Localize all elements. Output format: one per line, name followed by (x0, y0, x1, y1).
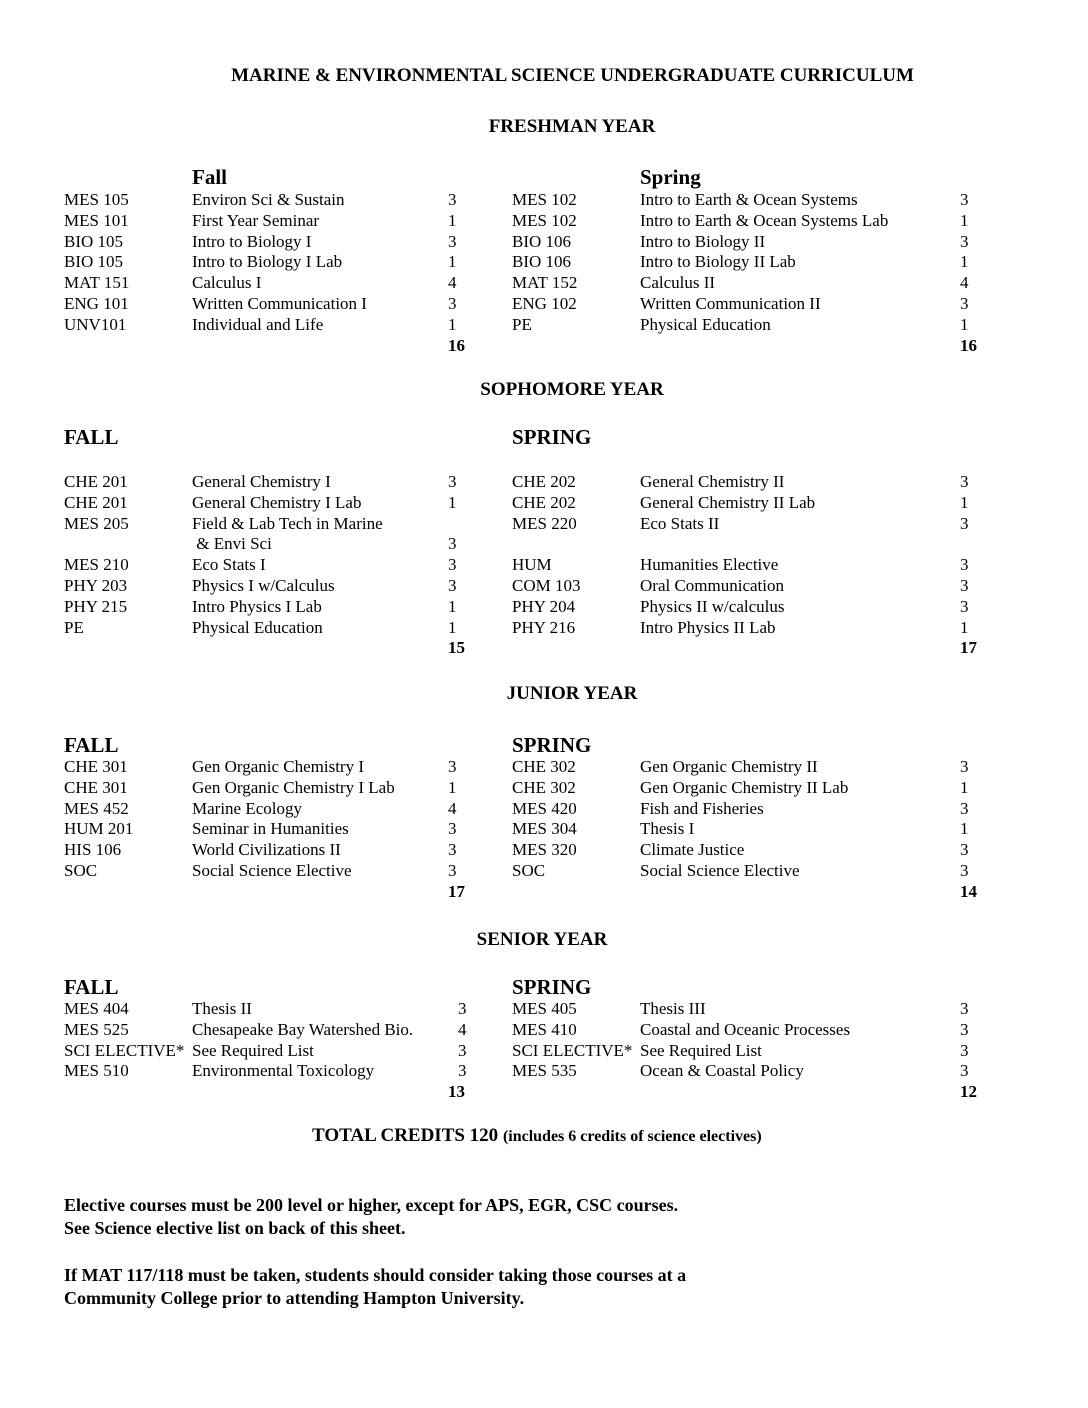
mat-note (64, 1264, 686, 1310)
course-credits: 1 (448, 596, 457, 616)
course-credits: 4 (458, 1019, 467, 1039)
course-code: PHY 203 (64, 576, 128, 595)
course-code: ENG 102 (512, 294, 577, 313)
note-line: See Science elective list on back of this sheet. (64, 1218, 406, 1238)
spring-term-heading: SPRING (512, 733, 592, 757)
course-title: Individual and Life (192, 314, 324, 334)
course-credits: 1 (448, 252, 457, 272)
page-title: MARINE & ENVIRONMENTAL SCIENCE UNDERGRADUATE CURRICULUM (231, 65, 914, 86)
course-code: MAT 151 (64, 273, 130, 293)
course-title: Thesis I (640, 819, 695, 839)
course-credits: 3 (448, 472, 457, 491)
year-heading: SENIOR YEAR (476, 929, 608, 950)
course-title: Intro to Biology I (192, 231, 312, 251)
course-credits: 3 (448, 555, 457, 575)
course-credits: 3 (960, 294, 969, 313)
course-code: BIO 105 (64, 231, 124, 251)
course-code: MES 410 (512, 1019, 577, 1039)
course-code: SCI ELECTIVE* (64, 1040, 185, 1060)
course-title: Environ Sci & Sustain (192, 190, 345, 209)
course-title: Written Communication II (640, 294, 821, 313)
course-code: MES 210 (64, 555, 129, 575)
note-line: Community College prior to attending Hampton University. (64, 1288, 525, 1308)
course-credits: 3 (448, 819, 457, 839)
course-title: Intro to Biology II Lab (640, 252, 796, 272)
course-title: Environmental Toxicology (192, 1061, 375, 1081)
course-credits: 3 (960, 861, 969, 880)
course-title: General Chemistry II Lab (640, 492, 816, 512)
spring-term-heading: SPRING (512, 425, 592, 449)
course-credits: 3 (960, 555, 969, 575)
course-code: CHE 301 (64, 757, 128, 776)
course-code: MES 535 (512, 1061, 577, 1081)
course-title: Intro Physics II Lab (640, 617, 776, 637)
course-credits: 1 (960, 777, 969, 797)
course-title: See Required List (640, 1040, 762, 1060)
course-credits: 3 (960, 999, 969, 1018)
year-heading: SOPHOMORE YEAR (480, 379, 664, 400)
course-credits: 1 (448, 617, 457, 637)
course-title: Gen Organic Chemistry I Lab (192, 777, 395, 797)
course-credits: 3 (448, 294, 457, 313)
course-title: Gen Organic Chemistry II (640, 757, 818, 776)
term-total-credits: 13 (448, 1082, 465, 1102)
course-code: CHE 302 (512, 777, 576, 797)
course-credits: 3 (448, 861, 457, 880)
total-credits-note: (includes 6 credits of science electives) (502, 1128, 762, 1145)
course-credits: 3 (960, 513, 969, 533)
course-code: MES 405 (512, 999, 577, 1018)
course-title: Seminar in Humanities (192, 819, 349, 839)
course-code: PHY 216 (512, 617, 576, 637)
term-total-credits: 16 (448, 335, 465, 355)
course-title: Gen Organic Chemistry II Lab (640, 777, 849, 797)
course-credits: 4 (960, 273, 969, 293)
course-code: MES 101 (64, 210, 129, 230)
course-code: BIO 106 (512, 252, 572, 272)
term-total-credits: 14 (960, 881, 977, 901)
course-title: General Chemistry I Lab (192, 492, 362, 512)
course-title: Calculus II (640, 273, 716, 293)
course-code: MES 420 (512, 798, 577, 818)
course-credits: 3 (448, 190, 457, 209)
course-code: PE (64, 617, 84, 637)
course-code: CHE 201 (64, 472, 128, 491)
course-code: PE (512, 314, 532, 334)
total-credits-label: TOTAL CREDITS 120 (312, 1125, 499, 1146)
course-title: Ocean & Coastal Policy (640, 1061, 804, 1081)
course-code: SOC (64, 861, 98, 880)
course-credits: 3 (448, 534, 457, 554)
course-credits: 3 (960, 190, 969, 209)
course-title: Social Science Elective (192, 861, 352, 880)
course-code: COM 103 (512, 576, 581, 595)
course-code: MES 320 (512, 840, 577, 860)
course-title: Thesis II (192, 999, 252, 1018)
course-code: MES 510 (64, 1061, 129, 1081)
course-code: HUM 201 (64, 819, 134, 839)
course-credits: 3 (458, 1040, 467, 1060)
course-code: SCI ELECTIVE* (512, 1040, 633, 1060)
course-code: PHY 215 (64, 596, 128, 616)
course-title-continued: & Envi Sci (192, 534, 272, 554)
course-title: Social Science Elective (640, 861, 800, 880)
course-credits: 3 (458, 1061, 467, 1081)
course-credits: 3 (448, 757, 457, 776)
course-credits: 3 (960, 798, 969, 818)
fall-term-heading: Fall (192, 165, 227, 189)
course-title: Physics I w/Calculus (192, 576, 335, 595)
term-total-credits: 12 (960, 1082, 977, 1102)
course-title: Intro to Earth & Ocean Systems Lab (640, 210, 889, 230)
course-title: Chesapeake Bay Watershed Bio. (192, 1019, 414, 1039)
course-title: Thesis III (640, 999, 706, 1018)
course-code: CHE 201 (64, 492, 128, 512)
course-title: Marine Ecology (192, 798, 302, 818)
course-title: Coastal and Oceanic Processes (640, 1019, 851, 1039)
course-title: Intro to Earth & Ocean Systems (640, 190, 858, 209)
elective-note (64, 1194, 678, 1240)
course-code: CHE 202 (512, 472, 576, 491)
course-credits: 1 (448, 314, 457, 334)
spring-term-heading: SPRING (512, 975, 592, 999)
course-title: First Year Seminar (192, 210, 320, 230)
note-line: If MAT 117/118 must be taken, students should consider taking those courses at a (64, 1265, 687, 1285)
course-code: MES 404 (64, 999, 129, 1018)
course-title: Field & Lab Tech in Marine (192, 513, 383, 533)
course-code: BIO 106 (512, 231, 572, 251)
course-code: CHE 301 (64, 777, 128, 797)
course-credits: 1 (448, 777, 457, 797)
course-code: MES 452 (64, 798, 129, 818)
course-credits: 3 (960, 1061, 969, 1081)
course-code: SOC (512, 861, 546, 880)
course-title: General Chemistry II (640, 472, 785, 491)
course-title: Climate Justice (640, 840, 745, 860)
course-credits: 3 (960, 231, 969, 251)
course-code: MES 102 (512, 210, 577, 230)
course-title: Gen Organic Chemistry I (192, 757, 365, 776)
course-title: Calculus I (192, 273, 262, 293)
year-heading: JUNIOR YEAR (506, 683, 638, 704)
course-code: HIS 106 (64, 840, 122, 860)
course-title: World Civilizations II (192, 840, 341, 860)
course-credits: 1 (960, 819, 969, 839)
course-title: Eco Stats II (640, 513, 720, 533)
course-credits: 3 (448, 840, 457, 860)
course-credits: 1 (448, 492, 457, 512)
fall-term-heading: FALL (64, 425, 119, 449)
course-title: Oral Communication (640, 576, 785, 595)
course-credits: 3 (960, 596, 969, 616)
course-title: Fish and Fisheries (640, 798, 764, 818)
course-code: BIO 105 (64, 252, 124, 272)
course-title: See Required List (192, 1040, 314, 1060)
term-total-credits: 16 (960, 335, 977, 355)
course-code: PHY 204 (512, 596, 576, 616)
course-title: Physics II w/calculus (640, 596, 785, 616)
course-credits: 4 (448, 273, 457, 293)
course-title: Humanities Elective (640, 555, 779, 575)
course-credits: 3 (458, 999, 467, 1018)
course-credits: 3 (960, 1019, 969, 1039)
course-code: MES 105 (64, 190, 129, 209)
total-credits (312, 1125, 762, 1147)
course-credits: 3 (960, 576, 969, 595)
course-code: MES 205 (64, 513, 129, 533)
note-line: Elective courses must be 200 level or higher, except for APS, EGR, CSC courses. (64, 1195, 679, 1215)
course-code: MES 304 (512, 819, 577, 839)
course-credits: 1 (960, 252, 969, 272)
course-code: UNV101 (64, 314, 127, 334)
course-title: Intro to Biology II (640, 231, 766, 251)
course-code: MES 102 (512, 190, 577, 209)
course-credits: 1 (960, 210, 969, 230)
course-title: Intro Physics I Lab (192, 596, 322, 616)
course-code: MES 525 (64, 1019, 129, 1039)
course-credits: 3 (960, 1040, 969, 1060)
course-credits: 1 (960, 314, 969, 334)
term-total-credits: 17 (448, 881, 465, 901)
course-code: MAT 152 (512, 273, 578, 293)
course-credits: 1 (960, 617, 969, 637)
course-title: Intro to Biology I Lab (192, 252, 343, 272)
fall-term-heading: FALL (64, 975, 119, 999)
course-title: General Chemistry I (192, 472, 331, 491)
course-code: ENG 101 (64, 294, 129, 313)
course-title: Physical Education (640, 314, 771, 334)
course-code: MES 220 (512, 513, 577, 533)
course-code: HUM (512, 555, 552, 575)
course-title: Physical Education (192, 617, 323, 637)
term-total-credits: 15 (448, 638, 465, 658)
term-total-credits: 17 (960, 638, 977, 658)
fall-term-heading: FALL (64, 733, 119, 757)
course-credits: 4 (448, 798, 457, 818)
course-title: Eco Stats I (192, 555, 266, 575)
course-credits: 3 (960, 472, 969, 491)
course-credits: 3 (960, 840, 969, 860)
course-title: Written Communication I (192, 294, 367, 313)
course-credits: 1 (960, 492, 969, 512)
course-credits: 3 (960, 757, 969, 776)
spring-term-heading: Spring (640, 165, 701, 189)
course-credits: 1 (448, 210, 457, 230)
course-credits: 3 (448, 231, 457, 251)
course-code: CHE 202 (512, 492, 576, 512)
course-credits: 3 (448, 576, 457, 595)
year-heading: FRESHMAN YEAR (488, 116, 656, 137)
course-code: CHE 302 (512, 757, 576, 776)
